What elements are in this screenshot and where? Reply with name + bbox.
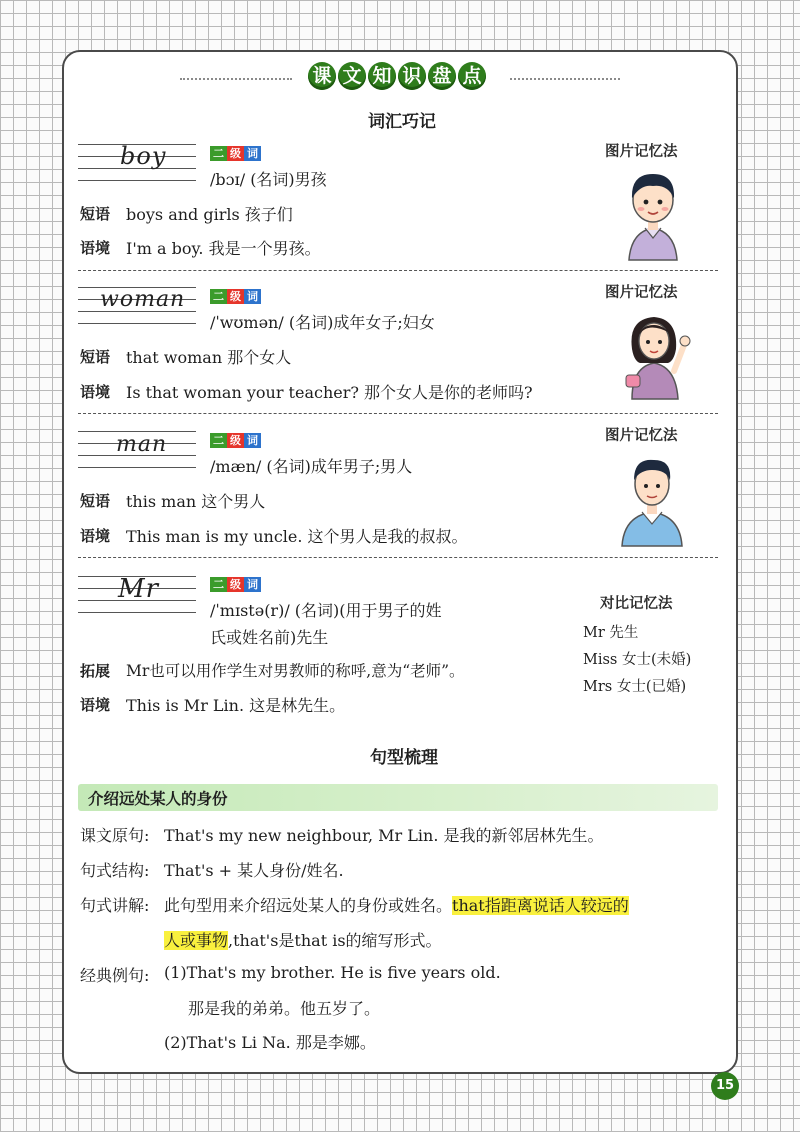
example-1-cn: 那是我的弟弟。他五岁了。	[188, 999, 381, 1018]
extend-label: 拓展	[80, 662, 111, 680]
title-char: 点	[458, 62, 486, 90]
context-text: Is that woman your teacher? 那个女人是你的老师吗?	[126, 383, 533, 402]
headword: boy	[120, 142, 167, 170]
context-text: I'm a boy. 我是一个男孩。	[126, 239, 321, 258]
context-label: 语境	[80, 527, 111, 545]
phrase-label: 短语	[80, 492, 111, 510]
boy-illustration-icon	[615, 162, 691, 262]
context-label: 语境	[80, 696, 111, 714]
example-2: (2)That's Li Na. 那是李娜。	[164, 1033, 376, 1052]
title-char: 盘	[428, 62, 456, 90]
phrase-text: this man 这个男人	[126, 492, 266, 511]
explain-plain: 此句型用来介绍远处某人的身份或姓名。	[164, 896, 453, 915]
explain-text	[164, 893, 629, 916]
phrase-label: 短语	[80, 205, 111, 223]
level-badge: 二 级 词	[210, 577, 261, 592]
phonetic-definition: /bɔɪ/ (名词)男孩	[210, 170, 327, 189]
context-label: 语境	[80, 383, 111, 401]
compare-item: Mrs 女士(已婚)	[583, 679, 687, 695]
header-line-right	[510, 78, 620, 80]
explain-highlight: that指距离说话人较远的	[452, 896, 629, 915]
memory-method-title: 图片记忆法	[605, 285, 678, 301]
structure-text: That's + 某人身份/姓名.	[164, 861, 344, 880]
phonetic-definition: /ˈwʊmən/ (名词)成年女子;妇女	[210, 313, 435, 332]
phrase-text: that woman 那个女人	[126, 348, 292, 367]
headword: man	[116, 432, 168, 457]
phonetic-definition: /mæn/ (名词)成年男子;男人	[210, 457, 413, 476]
level-badge: 二 级 词	[210, 433, 261, 448]
title-char: 知	[368, 62, 396, 90]
example-label: 经典例句:	[80, 966, 150, 985]
word-separator	[78, 557, 718, 558]
memory-method-title: 图片记忆法	[605, 428, 678, 444]
context-text: This is Mr Lin. 这是林先生。	[126, 696, 346, 715]
title-char: 文	[338, 62, 366, 90]
title-char: 识	[398, 62, 426, 90]
headword: Mr	[118, 574, 160, 604]
phonetic-definition: /ˈmɪstə(r)/ (名词)(用于男子的姓	[210, 601, 442, 620]
original-sentence: That's my new neighbour, Mr Lin. 是我的新邻居林先生。	[164, 826, 604, 845]
woman-illustration-icon	[618, 305, 694, 401]
memory-method-title: 图片记忆法	[605, 144, 678, 160]
explain-label: 句式讲解:	[80, 896, 150, 915]
extend-text: Mr也可以用作学生对男教师的称呼,意为“老师”。	[126, 662, 465, 680]
example-1-en: (1)That's my brother. He is five years old.	[164, 963, 501, 982]
word-separator	[78, 413, 718, 414]
memory-method-title: 对比记忆法	[600, 596, 673, 612]
headword: woman	[100, 287, 186, 312]
page-title	[308, 62, 488, 90]
header-line-left	[180, 78, 292, 80]
page-number: 15	[711, 1072, 739, 1100]
phonetic-definition-cont: 氏或姓名前)先生	[210, 628, 329, 647]
phrase-label: 短语	[80, 348, 111, 366]
vocab-section-title: 词汇巧记	[364, 107, 440, 132]
context-text: This man is my uncle. 这个男人是我的叔叔。	[126, 527, 468, 546]
structure-label: 句式结构:	[80, 861, 150, 880]
level-badge: 二 级 词	[210, 289, 261, 304]
level-badge: 二 级 词	[210, 146, 261, 161]
original-label: 课文原句:	[80, 826, 150, 845]
explain-text-cont	[164, 928, 442, 951]
explain-rest: ,that's是that is的缩写形式。	[228, 931, 442, 950]
topic-banner-text: 介绍远处某人的身份	[88, 790, 228, 808]
context-label: 语境	[80, 239, 111, 257]
title-char: 课	[308, 62, 336, 90]
phrase-text: boys and girls 孩子们	[126, 205, 293, 224]
man-illustration-icon	[612, 450, 692, 548]
word-separator	[78, 270, 718, 271]
sentence-section-title: 句型梳理	[366, 743, 442, 768]
compare-item: Miss 女士(未婚)	[583, 652, 692, 668]
compare-item: Mr 先生	[583, 625, 639, 641]
explain-highlight: 人或事物	[164, 931, 229, 950]
